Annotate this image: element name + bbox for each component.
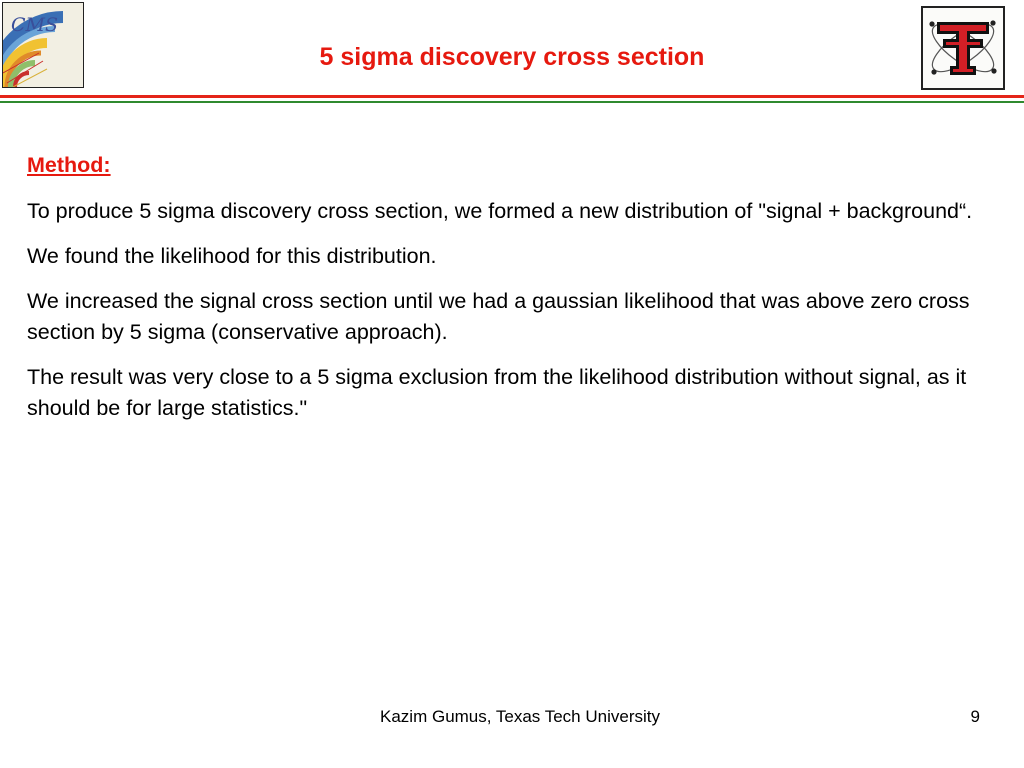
header-rule-green	[0, 101, 1024, 103]
paragraph: We increased the signal cross section until we had a gaussian likelihood that was above zero cross section by 5 sigma (conservative approach).	[27, 289, 970, 344]
paragraph: The result was very close to a 5 sigma exclusion from the likelihood distribution without signal, as it should be for large statistics."	[27, 365, 967, 420]
header-rule-red	[0, 95, 1024, 98]
method-heading: Method:	[27, 153, 111, 177]
cms-logo-text: CMS	[11, 14, 59, 36]
paragraph: We found the likelihood for this distribution.	[27, 244, 437, 268]
cms-logo-icon	[2, 2, 84, 88]
paragraph: To produce 5 sigma discovery cross section, we formed a new distribution of "signal + background“.	[27, 199, 973, 223]
footer-author: Kazim Gumus, Texas Tech University	[380, 707, 660, 726]
slide-body	[27, 150, 987, 438]
page-title: 5 sigma discovery cross section	[319, 43, 705, 71]
texas-tech-double-t-logo-icon	[921, 6, 1005, 90]
page-number: 9	[970, 707, 980, 726]
